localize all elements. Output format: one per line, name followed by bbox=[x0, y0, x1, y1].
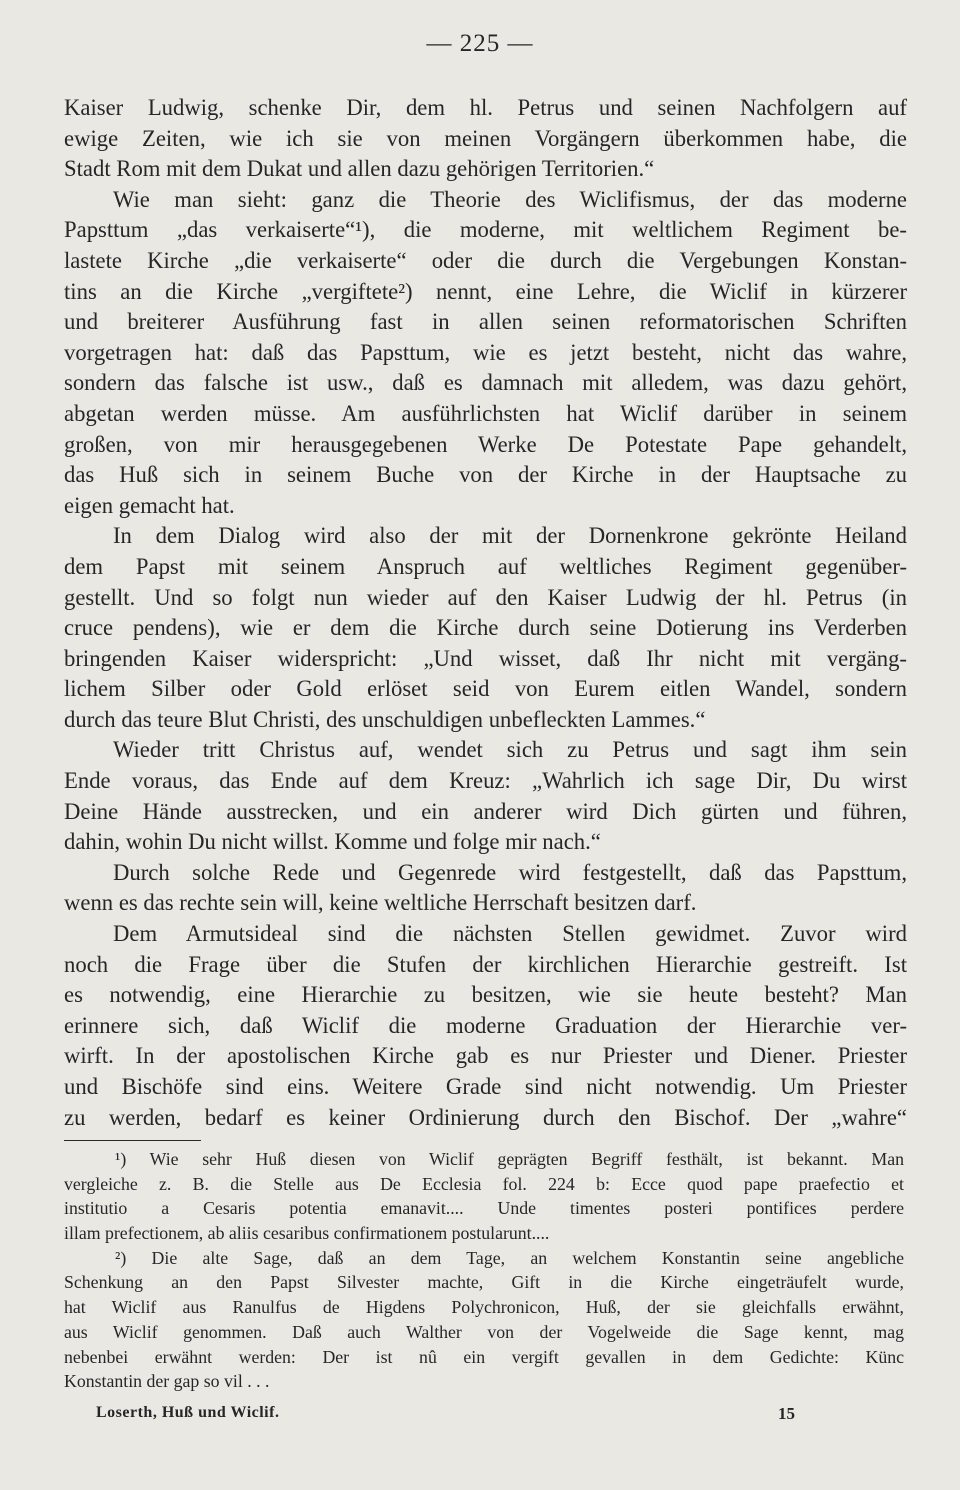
body-line: das Huß sich in seinem Buche von der Kirche in der Hauptsache zu bbox=[64, 462, 907, 488]
signature-line bbox=[0, 1404, 960, 1430]
body-line: erinnere sich, daß Wiclif die moderne Graduation der Hierarchie ver- bbox=[64, 1012, 907, 1038]
footnotes bbox=[64, 1147, 904, 1394]
body-line: lichem Silber oder Gold erlöset seid von Eurem eitlen Wandel, sondern bbox=[64, 676, 907, 702]
body-text bbox=[64, 93, 907, 1133]
footnote-divider bbox=[64, 1140, 201, 1141]
body-line: Durch solche Rede und Gegenrede wird festgestellt, daß das Papsttum, bbox=[113, 859, 907, 885]
body-line: In dem Dialog wird also der mit der Dornenkrone gekrönte Heiland bbox=[113, 523, 907, 549]
body-line: Ende voraus, das Ende auf dem Kreuz: „Wahrlich ich sage Dir, Du wirst bbox=[64, 768, 907, 794]
body-line: noch die Frage über die Stufen der kirchlichen Hierarchie gestreift. Ist bbox=[64, 951, 907, 977]
body-line: cruce pendens), wie er dem die Kirche durch seine Dotierung ins Verderben bbox=[64, 615, 907, 641]
body-line: zu werden, bedarf es keiner Ordinierung durch den Bischof. Der „wahre“ bbox=[64, 1104, 907, 1130]
signature-title: Loserth, Huß und Wiclif. bbox=[96, 1404, 280, 1421]
body-line: lastete Kirche „die verkaiserte“ oder die durch die Vergebungen Konstan- bbox=[64, 247, 907, 273]
footnote-line: ²) Die alte Sage, daß an dem Tage, an welchem Konstantin seine angebliche bbox=[115, 1247, 904, 1268]
footnote-line: vergleiche z. B. die Stelle aus De Ecclesia fol. 224 b: Ecce quod pape praefectio et bbox=[64, 1173, 904, 1194]
body-line: vorgetragen hat: daß das Papsttum, wie es jetzt besteht, nicht das wahre, bbox=[64, 339, 907, 365]
body-line: es notwendig, eine Hierarchie zu besitzen, wie sie heute besteht? Man bbox=[64, 982, 907, 1008]
footnote-line: ¹) Wie sehr Huß diesen von Wiclif geprägten Begriff festhält, ist bekannt. Man bbox=[115, 1149, 904, 1169]
footnote-line: nebenbei erwähnt werden: Der ist nû ein vergift gevallen in dem Gedichte: Künc bbox=[64, 1346, 904, 1367]
body-line: abgetan werden müsse. Am ausführlichsten hat Wiclif darüber in seinem bbox=[64, 400, 907, 426]
body-line: durch das teure Blut Christi, des unschuldigen unbefleckten Lammes.“ bbox=[64, 706, 706, 732]
body-line: bringenden Kaiser widerspricht: „Und wisset, daß Ihr nicht mit vergäng- bbox=[64, 645, 907, 671]
body-line: tins an die Kirche „vergiftete²) nennt, eine Lehre, die Wiclif in kürzerer bbox=[64, 278, 907, 304]
body-line: Stadt Rom mit dem Dukat und allen dazu gehörigen Territorien.“ bbox=[64, 156, 655, 182]
body-line: dem Papst mit seinem Anspruch auf weltliches Regiment gegenüber- bbox=[64, 553, 907, 579]
body-line: ewige Zeiten, wie ich sie von meinen Vorgängern überkommen habe, die bbox=[64, 125, 907, 151]
body-line: Papsttum „das verkaiserte“¹), die moderne, mit weltlichem Regiment be- bbox=[64, 217, 907, 243]
body-line: und Bischöfe sind eins. Weitere Grade sind nicht notwendig. Um Priester bbox=[64, 1074, 907, 1099]
page-number: — 225 — bbox=[426, 30, 534, 57]
footnote-line: aus Wiclif genommen. Daß auch Walther von der Vogelweide die Sage kennt, mag bbox=[64, 1321, 904, 1342]
footnote-line: institutio a Cesaris potentia emanavit.... Unde timentes posteri pontifices perdere bbox=[64, 1198, 904, 1219]
body-line: wirft. In der apostolischen Kirche gab es nur Priester und Diener. Priester bbox=[64, 1043, 907, 1069]
footnote-line: Schenkung an den Papst Silvester machte, Gift in die Kirche eingeträufelt wurde, bbox=[64, 1272, 904, 1293]
body-line: eigen gemacht hat. bbox=[64, 492, 235, 518]
body-line: dahin, wohin Du nicht willst. Komme und folge mir nach.“ bbox=[64, 829, 601, 855]
body-line: Wieder tritt Christus auf, wendet sich zu Petrus und sagt ihm sein bbox=[113, 737, 907, 763]
body-line: sondern das falsche ist usw., daß es damnach mit alledem, was dazu gehört, bbox=[64, 370, 907, 396]
signature-number: 15 bbox=[778, 1404, 795, 1423]
body-line: Wie man sieht: ganz die Theorie des Wiclifismus, der das moderne bbox=[113, 186, 907, 212]
body-line: und breiterer Ausführung fast in allen seinen reformatorischen Schriften bbox=[64, 309, 907, 335]
body-line: wenn es das rechte sein will, keine weltliche Herrschaft besitzen darf. bbox=[64, 890, 697, 916]
footnote-line: illam prefectionem, ab aliis cesaribus confirmationem postularunt.... bbox=[64, 1223, 550, 1244]
body-line: Dem Armutsideal sind die nächsten Stellen gewidmet. Zuvor wird bbox=[113, 921, 907, 947]
body-line: gestellt. Und so folgt nun wieder auf den Kaiser Ludwig der hl. Petrus (in bbox=[64, 584, 907, 610]
footnote-line: hat Wiclif aus Ranulfus de Higdens Polychronicon, Huß, der sie gleichfalls erwähnt, bbox=[64, 1297, 904, 1318]
footnote-line: Konstantin der gap so vil . . . bbox=[64, 1371, 270, 1392]
body-line: Kaiser Ludwig, schenke Dir, dem hl. Petrus und seinen Nachfolgern auf bbox=[64, 95, 907, 120]
body-line: Deine Hände ausstrecken, und ein anderer wird Dich gürten und führen, bbox=[64, 798, 907, 824]
body-line: großen, von mir herausgegebenen Werke De Potestate Pape gehandelt, bbox=[64, 431, 907, 457]
